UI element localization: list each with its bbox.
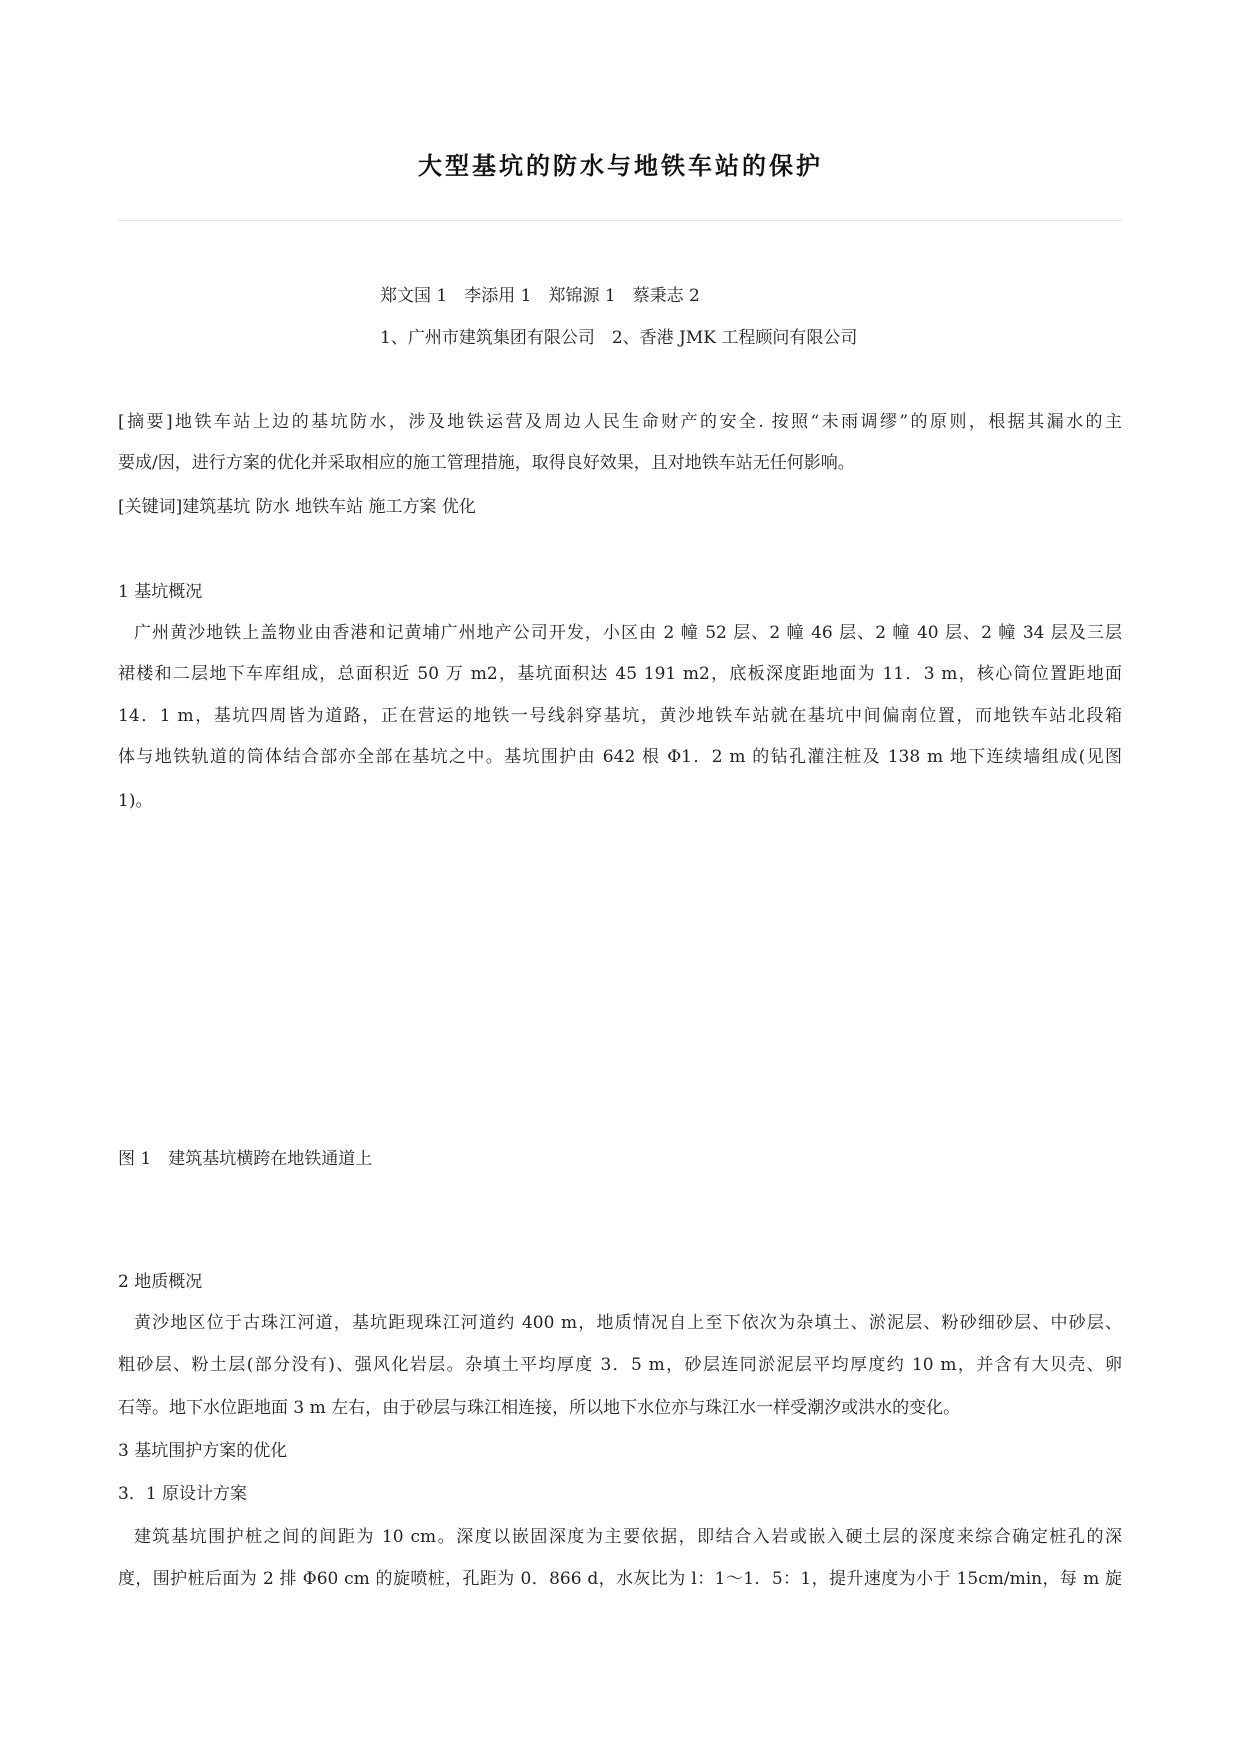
figure-caption: 图 1 建筑基坑横跨在地铁通道上 [118, 1149, 373, 1169]
paragraph-line: 粗砂层、粉土层(部分没有)、强风化岩层。杂填土平均厚度 3．5 m，砂层连同淤泥层平均厚度约 10 m，并含有大贝壳、卵 [118, 1355, 1122, 1375]
document-title: 大型基坑的防水与地铁车站的保护 [418, 152, 823, 180]
paragraph-line: 黄沙地区位于古珠江河道，基坑距现珠江河道约 400 m，地质情况自上至下依次为杂填土、淤泥层、粉砂细砂层、中砂层、 [134, 1313, 1122, 1333]
section-heading: 2 地质概况 [118, 1272, 203, 1292]
paragraph-line: 度，围护桩后面为 2 排 Φ60 cm 的旋喷桩，孔距为 0．866 d，水灰比为 l：1～1．5：1，提升速度为小于 15cm/min，每 m 旋 [118, 1569, 1122, 1589]
paragraph-line: 1)。 [118, 791, 153, 811]
paragraph-line: 建筑基坑围护桩之间的间距为 10 cm。深度以嵌固深度为主要依据，即结合入岩或嵌入硬土层的深度来综合确定桩孔的深 [134, 1527, 1122, 1547]
paragraph-line: 裙楼和二层地下车库组成，总面积近 50 万 m2，基坑面积达 45 191 m2，底板深度距地面为 11．3 m，核心筒位置距地面 [118, 664, 1122, 684]
paragraph-line: 14．1 m，基坑四周皆为道路，正在营运的地铁一号线斜穿基坑，黄沙地铁车站就在基坑中间偏南位置，而地铁车站北段箱 [118, 706, 1122, 726]
section-heading: 1 基坑概况 [118, 582, 203, 602]
keywords: [关键词]建筑基坑 防水 地铁车站 施工方案 优化 [118, 497, 476, 517]
paragraph-line: 广州黄沙地铁上盖物业由香港和记黄埔广州地产公司开发，小区由 2 幢 52 层、2 幢 46 层、2 幢 40 层、2 幢 34 层及三层 [134, 623, 1122, 643]
affiliation-list: 1、广州市建筑集团有限公司 2、香港 JMK 工程顾问有限公司 [380, 328, 858, 348]
abstract-line: [摘要]地铁车站上边的基坑防水，涉及地铁运营及周边人民生命财产的安全. 按照“未雨调缪”的原则，根据其漏水的主 [118, 412, 1122, 432]
abstract-line: 要成/因，进行方案的优化并采取相应的施工管理措施，取得良好效果，且对地铁车站无任何影响。 [118, 453, 855, 473]
section-heading: 3 基坑围护方案的优化 [118, 1441, 288, 1461]
paragraph-line: 体与地铁轨道的筒体结合部亦全部在基坑之中。基坑围护由 642 根 Φ1．2 m 的钻孔灌注桩及 138 m 地下连续墙组成(见图 [118, 747, 1122, 767]
subsection-heading: 3．1 原设计方案 [118, 1484, 248, 1504]
title-divider [118, 220, 1122, 221]
author-list: 郑文国 1 李添用 1 郑锦源 1 蔡秉志 2 [380, 286, 700, 306]
paragraph-line: 石等。地下水位距地面 3 m 左右，由于砂层与珠江相连接，所以地下水位亦与珠江水一样受潮汐或洪水的变化。 [118, 1398, 961, 1418]
